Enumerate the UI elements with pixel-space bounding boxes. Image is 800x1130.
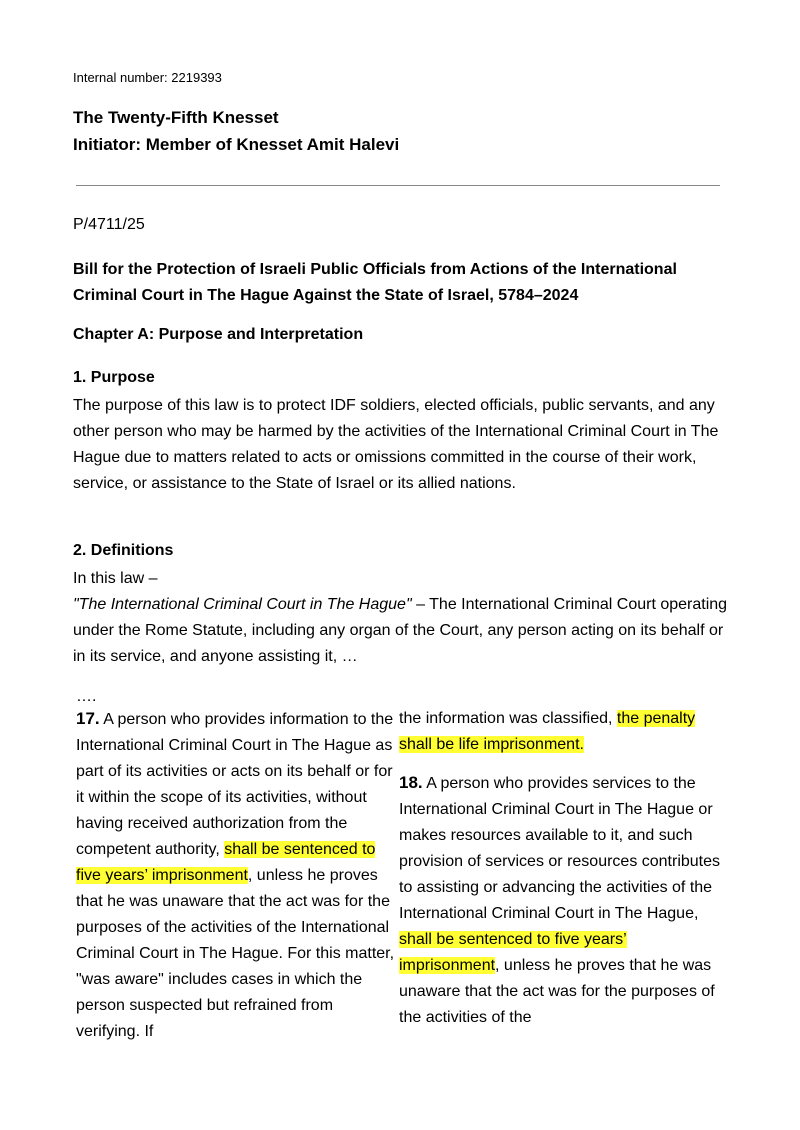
section-1-heading: 1. Purpose [73,369,155,386]
section-17 [76,706,398,1045]
section-17-text-b: , unless he proves that he was unaware that the act was for the purposes of the activities of the International Criminal Court in The Hague. For this matter, "was aware" includes cases in which the person suspected but refrained from verifying. If [76,867,395,1040]
section-18 [399,770,729,1031]
continuation-text: the information was classified, [399,710,617,727]
divider [76,185,720,186]
knesset-name: The Twenty-Fifth Knesset [73,108,279,127]
section-17-continuation [399,706,729,758]
section-1-text: The purpose of this law is to protect IDF soldiers, elected officials, public servants, and any other person who may be harmed by the activities of the International Criminal Court in The Hague due to matters related to acts or omissions committed in the course of their work, service, or assistance to the State of Israel or its allied nations. [73,397,719,492]
highlight: shall be sentenced to five years’ imprisonment [76,841,376,884]
ellipsis: …. [76,688,97,705]
section-2-intro: In this law – [73,570,158,587]
header-block [73,104,399,158]
chapter-heading: Chapter A: Purpose and Interpretation [73,326,364,343]
section-18-text-b: , unless he proves that he was unaware that the act was for the purposes of the activities of the [399,957,715,1026]
internal-number: Internal number: 2219393 [73,70,222,85]
section-18-text-a: A person who provides services to the International Criminal Court in The Hague or makes resources available to it, and such provision of services or resources contributes to assisting or advancing the activities of the International Criminal Court in The Hague, [399,775,721,922]
section-2-heading: 2. Definitions [73,542,174,559]
highlight: the penalty shall be life imprisonment. [399,710,696,753]
highlight: shall be sentenced to five years’ imprisonment [399,931,627,974]
bill-number: P/4711/25 [73,216,145,233]
section-17-number: 17. [76,709,100,728]
right-column [399,706,729,1031]
definition-text: – The International Criminal Court operating under the Rome Statute, including any organ of the Court, any person acting on its behalf or in its service, and anyone assisting it, … [73,596,728,665]
initiator: Initiator: Member of Knesset Amit Halevi [73,135,400,154]
section-18-number: 18. [399,773,423,792]
section-17-text-a: A person who provides information to the International Criminal Court in The Hague as part of its activities or acts on its behalf or for it within the scope of its activities, without having received authorization from the competent authority, [76,711,394,858]
bill-title: Bill for the Protection of Israeli Public Officials from Actions of the International Criminal Court in The Hague Against the State of Israel, 5784–2024 [73,261,677,304]
defined-term: "The International Criminal Court in The Hague" [73,596,412,613]
section-2-definition [73,592,733,670]
left-column [76,706,398,1045]
